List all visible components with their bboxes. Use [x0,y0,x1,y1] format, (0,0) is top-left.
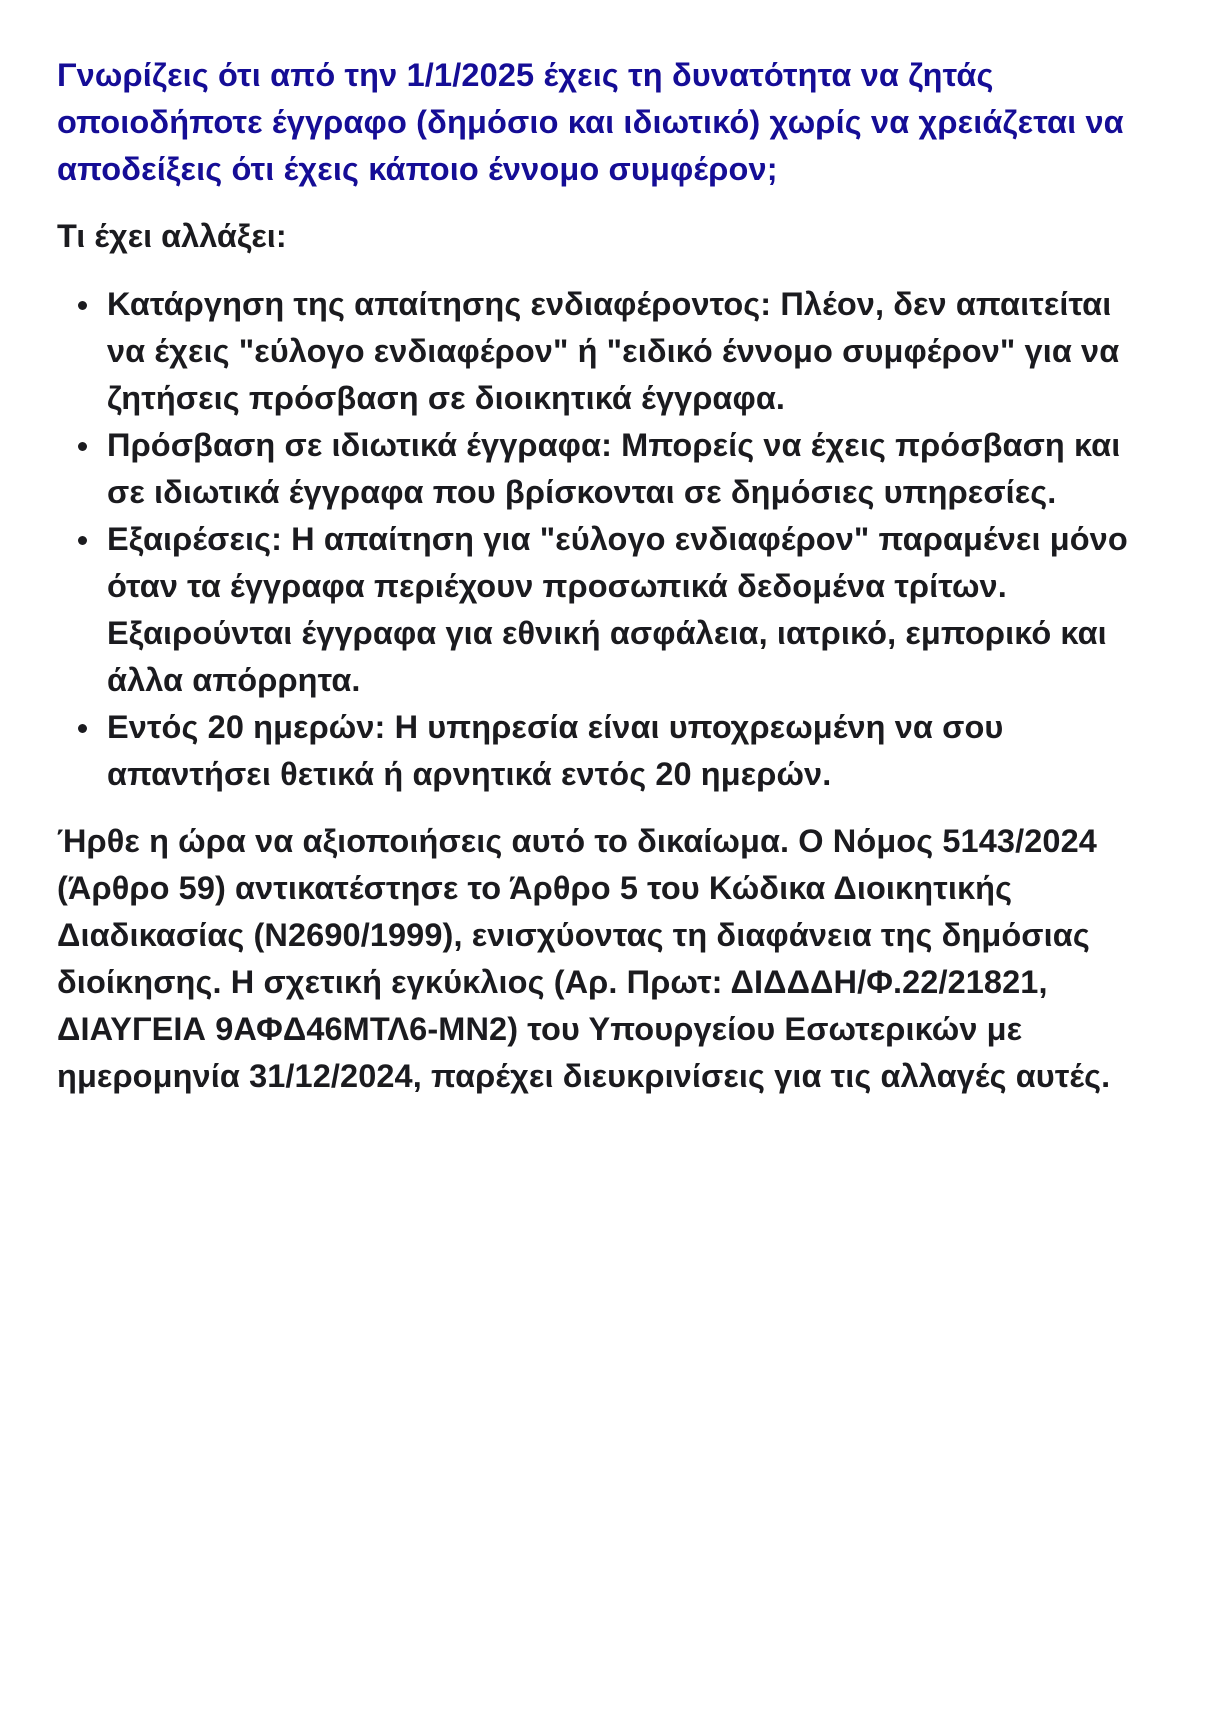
list-item-private-documents [107,422,1157,516]
bullet-icon [78,536,87,545]
changes-subheading: Τι έχει αλλάξει: [57,218,287,254]
list-item-text: Κατάργηση της απαίτησης ενδιαφέροντος: Πλέον, δεν απαιτείται να έχεις "εύλογο ενδιαφέρον" ή "ειδικό έννομο συμφέρον" για να ζητήσεις πρόσβαση σε διοικητικά έγγραφα. [107,286,1120,416]
list-item-text: Πρόσβαση σε ιδιωτικά έγγραφα: Μπορείς να έχεις πρόσβαση και σε ιδιωτικά έγγραφα που βρίσκονται σε δημόσιες υπηρεσίες. [107,427,1121,510]
list-item-text: Εντός 20 ημερών: Η υπηρεσία είναι υποχρεωμένη να σου απαντήσει θετικά ή αρνητικά εντός 20 ημερών. [107,709,1004,792]
bullet-icon [78,301,87,310]
list-item-20-days [107,704,1157,798]
closing-paragraph: Ήρθε η ώρα να αξιοποιήσεις αυτό το δικαίωμα. Ο Νόμος 5143/2024 (Άρθρο 59) αντικατέστησε το Άρθρο 5 του Κώδικα Διοικητικής Διαδικασίας (Ν2690/1999), ενισχύοντας τη διαφάνεια της δημόσιας διοίκησης. Η σχετική εγκύκλιος (Αρ. Πρωτ: ΔΙΔΔΔΗ/Φ.22/21821, ΔΙΑΥΓΕΙΑ 9ΑΦΔ46ΜΤΛ6-ΜΝ2) του Υπουργείου Εσωτερικών με ημερομηνία 31/12/2024, παρέχει διευκρινίσεις για τις αλλαγές αυτές. [57,823,1111,1094]
bullet-icon [78,724,87,733]
bullet-icon [78,442,87,451]
list-item-abolition-of-interest [107,281,1157,422]
changes-list [57,281,1157,798]
list-item-exceptions [107,516,1157,704]
list-item-text: Εξαιρέσεις: Η απαίτηση για "εύλογο ενδιαφέρον" παραμένει μόνο όταν τα έγγραφα περιέχουν προσωπικά δεδομένα τρίτων. Εξαιρούνται έγγραφα για εθνική ασφάλεια, ιατρικό, εμπορικό και άλλα απόρρητα. [107,521,1128,698]
headline-question: Γνωρίζεις ότι από την 1/1/2025 έχεις τη δυνατότητα να ζητάς οποιοδήποτε έγγραφο (δημόσιο και ιδιωτικό) χωρίς να χρειάζεται να αποδείξεις ότι έχεις κάποιο έννομο συμφέρον; [57,57,1124,187]
